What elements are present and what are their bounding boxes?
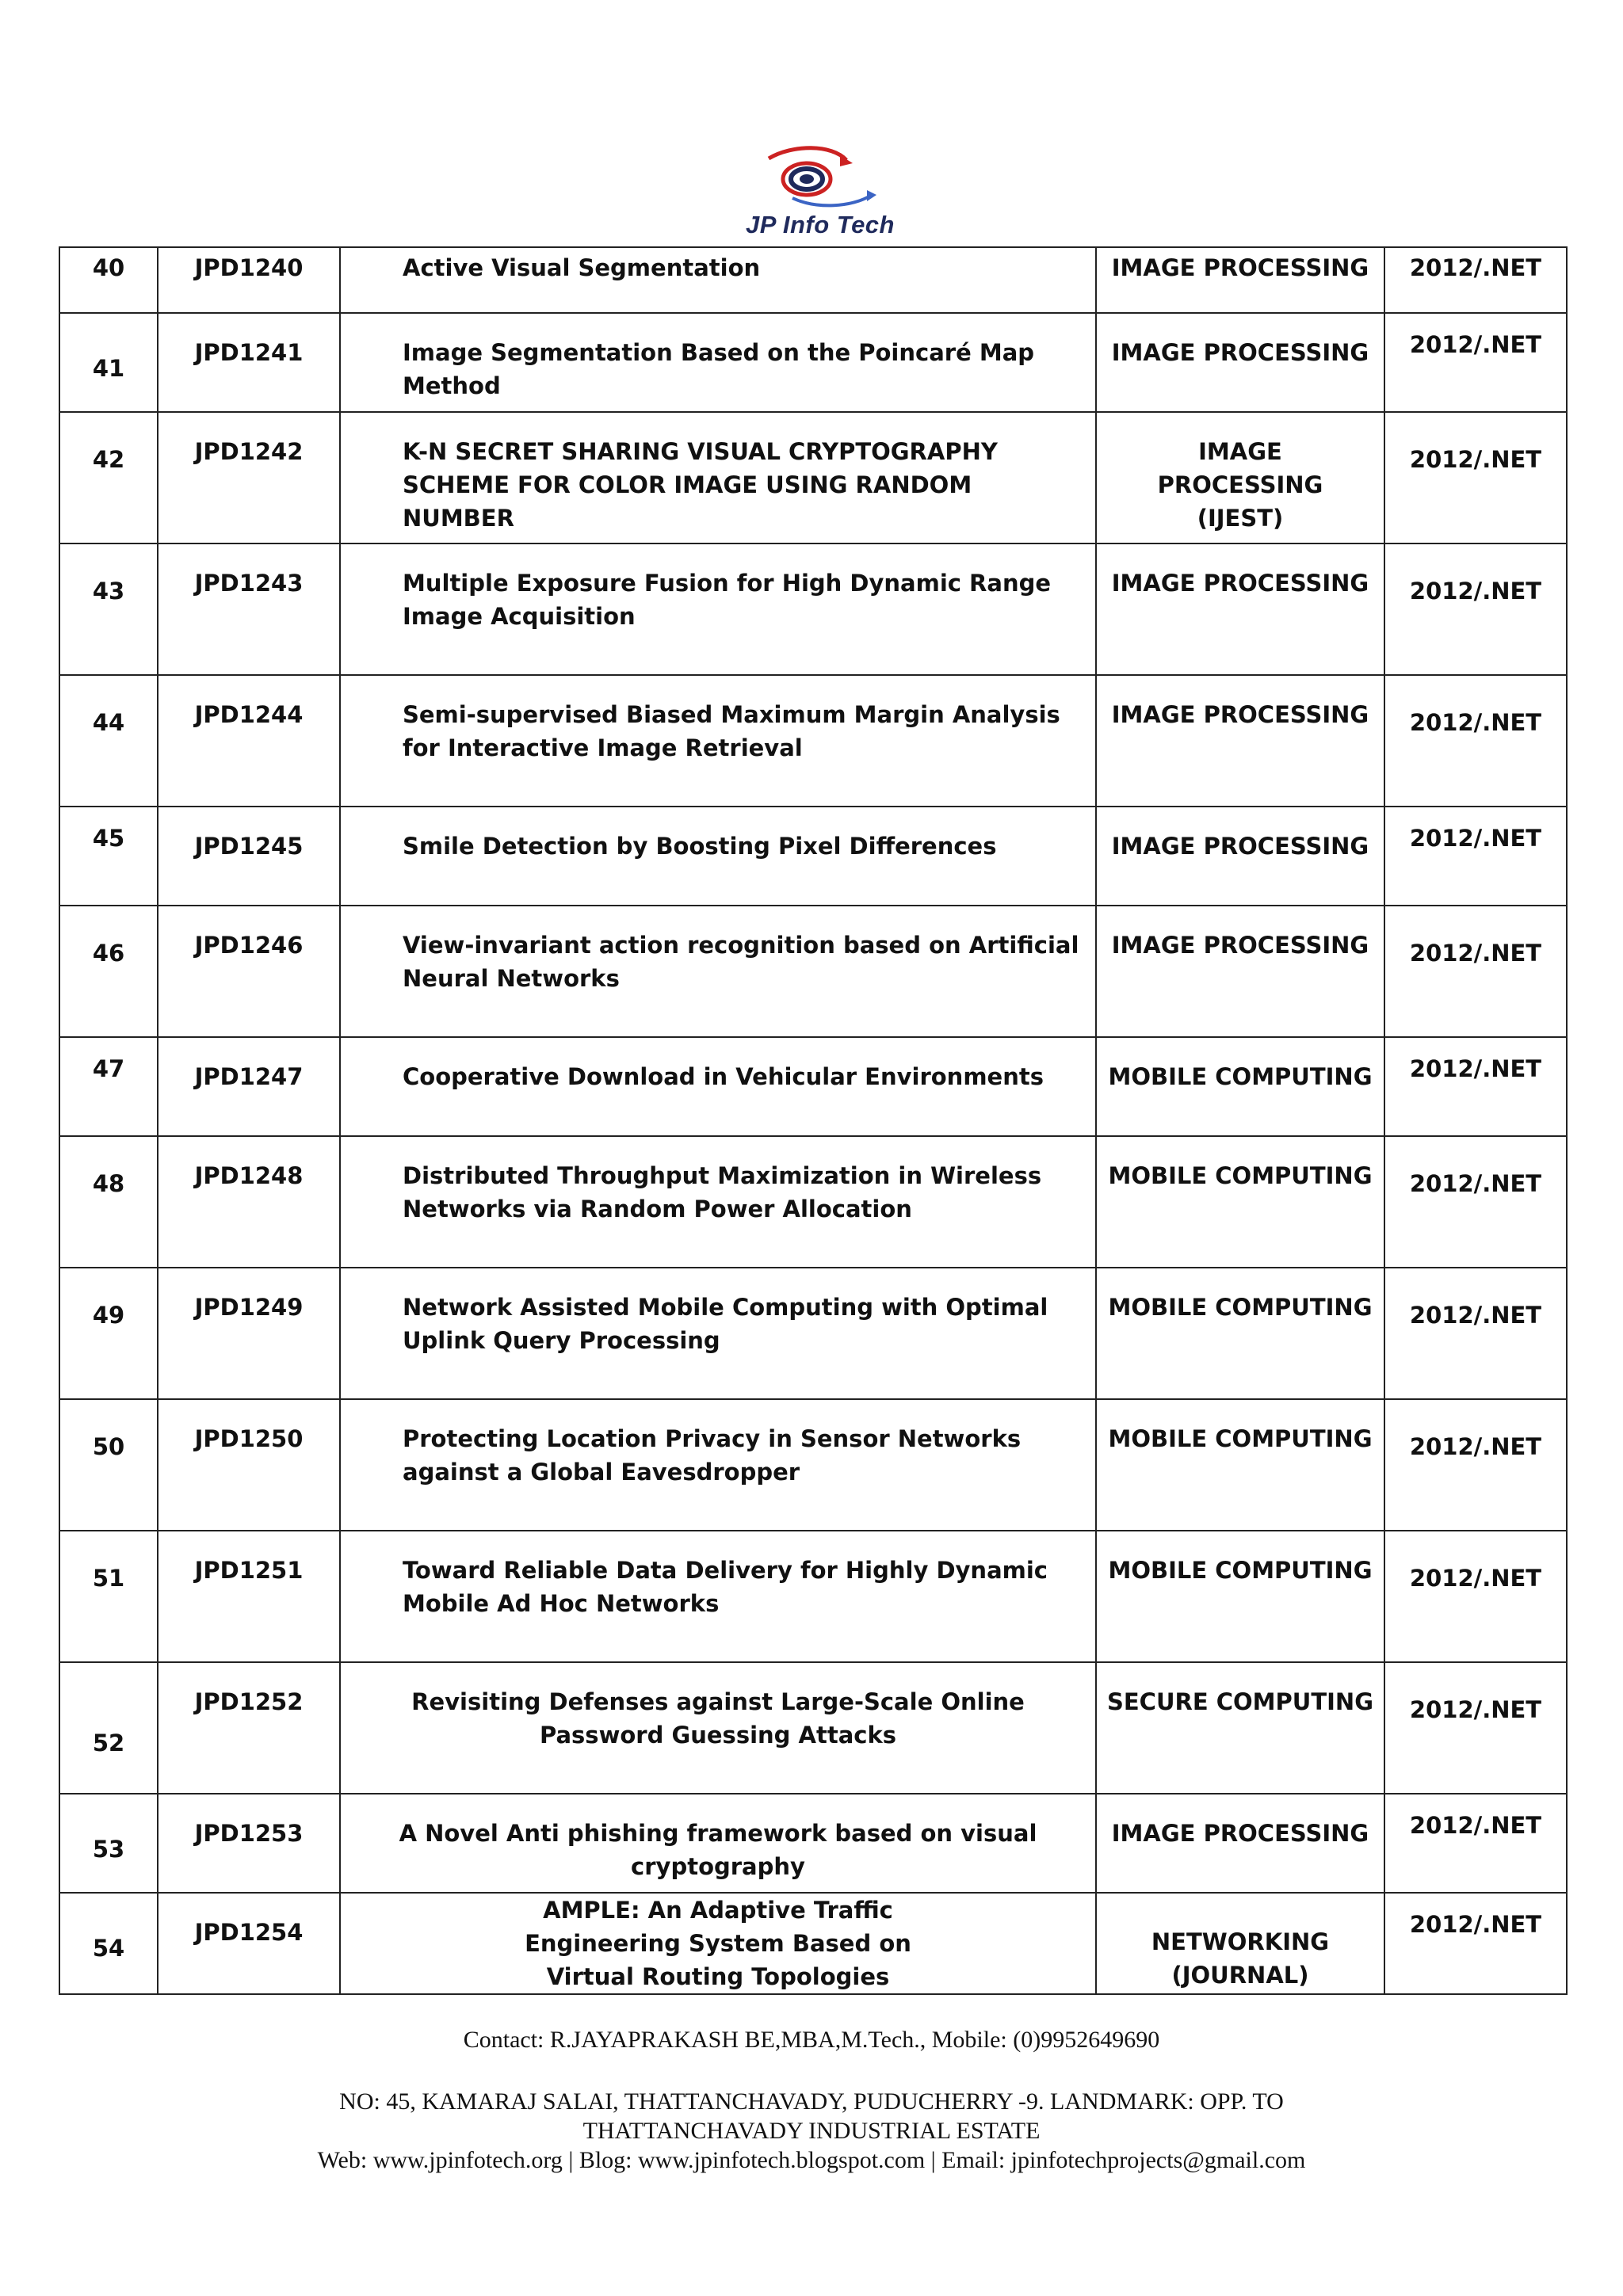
project-id: JPD1253 (158, 1794, 340, 1893)
row-number: 40 (59, 247, 158, 313)
project-title: Distributed Throughput Maximization in Wireless Networks via Random Power Allocation (340, 1136, 1096, 1268)
project-year: 2012/.NET (1384, 1531, 1567, 1662)
project-id: JPD1244 (158, 675, 340, 807)
project-title: Image Segmentation Based on the Poincaré Map Method (340, 313, 1096, 412)
project-year: 2012/.NET (1384, 1037, 1567, 1136)
table-row (59, 1531, 1567, 1662)
row-number: 41 (59, 313, 158, 412)
row-number: 46 (59, 906, 158, 1037)
project-id: JPD1240 (158, 247, 340, 313)
row-number: 53 (59, 1794, 158, 1893)
project-year: 2012/.NET (1384, 807, 1567, 906)
row-number: 49 (59, 1268, 158, 1399)
project-id: JPD1245 (158, 807, 340, 906)
table-row (59, 675, 1567, 807)
footer-contact: Contact: R.JAYAPRAKASH BE,MBA,M.Tech., Mobile: (0)9952649690 (463, 2027, 1160, 2053)
project-domain: MOBILE COMPUTING (1096, 1268, 1384, 1399)
project-year: 2012/.NET (1384, 1136, 1567, 1268)
project-domain: IMAGE PROCESSING (1096, 807, 1384, 906)
project-title: AMPLE: An Adaptive Traffic Engineering System Based on Virtual Routing Topologies (340, 1893, 1096, 1994)
row-number: 51 (59, 1531, 158, 1662)
table-row (59, 247, 1567, 313)
logo-emblem-icon (713, 143, 927, 214)
project-year: 2012/.NET (1384, 675, 1567, 807)
project-id: JPD1241 (158, 313, 340, 412)
project-domain: IMAGE PROCESSING (IJEST) (1096, 412, 1384, 543)
project-year: 2012/.NET (1384, 412, 1567, 543)
project-year: 2012/.NET (1384, 1268, 1567, 1399)
project-id: JPD1242 (158, 412, 340, 543)
project-title: A Novel Anti phishing framework based on visual cryptography (340, 1794, 1096, 1893)
project-title: K-N SECRET SHARING VISUAL CRYPTOGRAPHY SCHEME FOR COLOR IMAGE USING RANDOM NUMBER (340, 412, 1096, 543)
project-title: Smile Detection by Boosting Pixel Differences (340, 807, 1096, 906)
row-number: 43 (59, 543, 158, 675)
project-year: 2012/.NET (1384, 1662, 1567, 1794)
row-number: 52 (59, 1662, 158, 1794)
project-title: Revisiting Defenses against Large-Scale Online Password Guessing Attacks (340, 1662, 1096, 1794)
footer-web-links: Web: www.jpinfotech.org | Blog: www.jpinfotech.blogspot.com | Email: jpinfotechprojects@gmail.com (317, 2147, 1306, 2173)
project-title: Active Visual Segmentation (340, 247, 1096, 313)
project-year: 2012/.NET (1384, 1794, 1567, 1893)
project-id: JPD1246 (158, 906, 340, 1037)
project-id: JPD1250 (158, 1399, 340, 1531)
project-id: JPD1243 (158, 543, 340, 675)
project-domain: IMAGE PROCESSING (1096, 247, 1384, 313)
project-title: View-invariant action recognition based on Artificial Neural Networks (340, 906, 1096, 1037)
project-id: JPD1249 (158, 1268, 340, 1399)
project-year: 2012/.NET (1384, 543, 1567, 675)
project-domain: NETWORKING (JOURNAL) (1096, 1893, 1384, 1994)
project-year: 2012/.NET (1384, 313, 1567, 412)
project-title: Toward Reliable Data Delivery for Highly Dynamic Mobile Ad Hoc Networks (340, 1531, 1096, 1662)
footer-address-line1: NO: 45, KAMARAJ SALAI, THATTANCHAVADY, PUDUCHERRY -9. LANDMARK: OPP. TO (339, 2088, 1284, 2115)
project-id: JPD1247 (158, 1037, 340, 1136)
project-title: Cooperative Download in Vehicular Environments (340, 1037, 1096, 1136)
row-number: 45 (59, 807, 158, 906)
row-number: 50 (59, 1399, 158, 1531)
project-year: 2012/.NET (1384, 1893, 1567, 1994)
footer-address-line2: THATTANCHAVADY INDUSTRIAL ESTATE (582, 2118, 1041, 2144)
table-row (59, 906, 1567, 1037)
project-domain: IMAGE PROCESSING (1096, 675, 1384, 807)
project-year: 2012/.NET (1384, 247, 1567, 313)
project-domain: IMAGE PROCESSING (1096, 1794, 1384, 1893)
project-domain: SECURE COMPUTING (1096, 1662, 1384, 1794)
table-row (59, 1399, 1567, 1531)
table-row (59, 1662, 1567, 1794)
logo-text: JP Info Tech (745, 211, 895, 238)
table-row (59, 1893, 1567, 1994)
project-table (59, 246, 1568, 1995)
table-row (59, 1037, 1567, 1136)
row-number: 44 (59, 675, 158, 807)
project-title: Multiple Exposure Fusion for High Dynamic Range Image Acquisition (340, 543, 1096, 675)
table-row (59, 807, 1567, 906)
project-domain: MOBILE COMPUTING (1096, 1136, 1384, 1268)
table-row (59, 412, 1567, 543)
project-domain: IMAGE PROCESSING (1096, 313, 1384, 412)
row-number: 54 (59, 1893, 158, 1994)
table-row (59, 1794, 1567, 1893)
project-id: JPD1252 (158, 1662, 340, 1794)
row-number: 48 (59, 1136, 158, 1268)
row-number: 47 (59, 1037, 158, 1136)
project-year: 2012/.NET (1384, 906, 1567, 1037)
project-domain: IMAGE PROCESSING (1096, 906, 1384, 1037)
project-domain: MOBILE COMPUTING (1096, 1037, 1384, 1136)
project-title: Protecting Location Privacy in Sensor Networks against a Global Eavesdropper (340, 1399, 1096, 1531)
project-id: JPD1251 (158, 1531, 340, 1662)
project-domain: IMAGE PROCESSING (1096, 543, 1384, 675)
project-domain: MOBILE COMPUTING (1096, 1399, 1384, 1531)
row-number: 42 (59, 412, 158, 543)
table-row (59, 313, 1567, 412)
table-row (59, 1268, 1567, 1399)
table-row (59, 543, 1567, 675)
project-domain: MOBILE COMPUTING (1096, 1531, 1384, 1662)
company-logo (713, 143, 927, 242)
table-row (59, 1136, 1567, 1268)
project-title: Network Assisted Mobile Computing with Optimal Uplink Query Processing (340, 1268, 1096, 1399)
project-year: 2012/.NET (1384, 1399, 1567, 1531)
project-id: JPD1254 (158, 1893, 340, 1994)
project-id: JPD1248 (158, 1136, 340, 1268)
project-title: Semi-supervised Biased Maximum Margin Analysis for Interactive Image Retrieval (340, 675, 1096, 807)
